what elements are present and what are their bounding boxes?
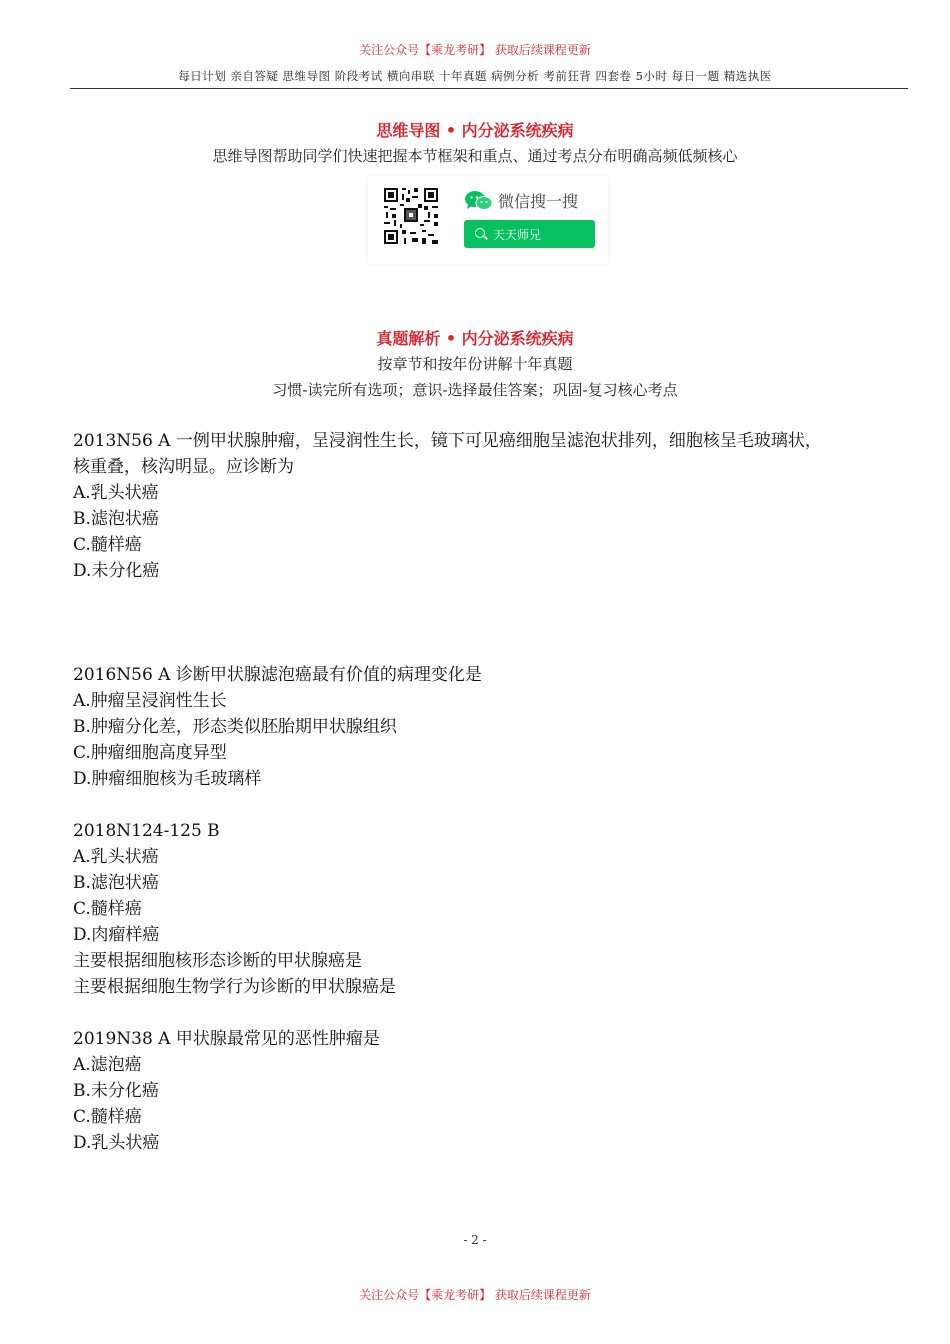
option: B.滤泡状癌 [73, 873, 159, 893]
header-nav: 每日计划 亲自答疑 思维导图 阶段考试 横向串联 十年真题 病例分析 考前狂背 四套卷 5小时 每日一题 精选执医 [178, 69, 772, 83]
question-block [73, 818, 903, 1000]
option: D.肉瘤样癌 [73, 925, 160, 945]
wechat-logo-icon [464, 190, 494, 212]
exam-title: 真题解析 • 内分泌系统疾病 [376, 329, 574, 348]
question-block [73, 428, 903, 584]
sub-question: 主要根据细胞生物学行为诊断的甲状腺癌是 [73, 977, 396, 997]
question-stem: 核重叠，核沟明显。应诊断为 [73, 457, 294, 477]
qr-code-icon[interactable] [384, 188, 438, 244]
wechat-search-box[interactable] [464, 220, 595, 248]
question-stem: 2018N124-125 B [73, 821, 220, 841]
option: C.髓样癌 [73, 899, 142, 919]
exam-guideline: 习惯-读完所有选项；意识-选择最佳答案；巩固-复习核心考点 [272, 381, 678, 399]
option: A.滤泡癌 [73, 1055, 142, 1075]
option: B.滤泡状癌 [73, 509, 159, 529]
wechat-search-label: 微信搜一搜 [498, 192, 579, 211]
question-stem: 2016N56 A 诊断甲状腺滤泡癌最有价值的病理变化是 [73, 665, 482, 685]
option: D.未分化癌 [73, 561, 160, 581]
question-stem: 2013N56 A 一例甲状腺肿瘤，呈浸润性生长，镜下可见癌细胞呈滤泡状排列，细胞核呈毛玻璃状， [73, 431, 822, 451]
option: D.肿瘤细胞核为毛玻璃样 [73, 769, 262, 789]
option: A.乳头状癌 [73, 483, 159, 503]
header-promo: 关注公众号【乘龙考研】 获取后续课程更新 [359, 43, 591, 57]
option: D.乳头状癌 [73, 1133, 160, 1153]
footer-promo: 关注公众号【乘龙考研】 获取后续课程更新 [359, 1288, 591, 1302]
option: C.髓样癌 [73, 1107, 142, 1127]
wechat-search-query: 天天师兄 [493, 228, 542, 242]
page-number: - 2 - [463, 1233, 487, 1247]
option: B.未分化癌 [73, 1081, 159, 1101]
exam-subtitle: 按章节和按年份讲解十年真题 [377, 355, 573, 373]
option: C.肿瘤细胞高度异型 [73, 743, 227, 763]
search-icon [475, 228, 485, 238]
question-block [73, 1026, 903, 1156]
option: C.髓样癌 [73, 535, 142, 555]
header-divider [70, 88, 908, 89]
wechat-search-card[interactable] [368, 176, 608, 264]
option: A.乳头状癌 [73, 847, 159, 867]
mindmap-title: 思维导图 • 内分泌系统疾病 [376, 121, 574, 140]
question-block [73, 662, 903, 792]
option: A.肿瘤呈浸润性生长 [73, 691, 227, 711]
mindmap-subtitle: 思维导图帮助同学们快速把握本节框架和重点、通过考点分布明确高频低频核心 [212, 147, 738, 165]
option: B.肿瘤分化差，形态类似胚胎期甲状腺组织 [73, 717, 397, 737]
question-stem: 2019N38 A 甲状腺最常见的恶性肿瘤是 [73, 1029, 380, 1049]
sub-question: 主要根据细胞核形态诊断的甲状腺癌是 [73, 951, 362, 971]
